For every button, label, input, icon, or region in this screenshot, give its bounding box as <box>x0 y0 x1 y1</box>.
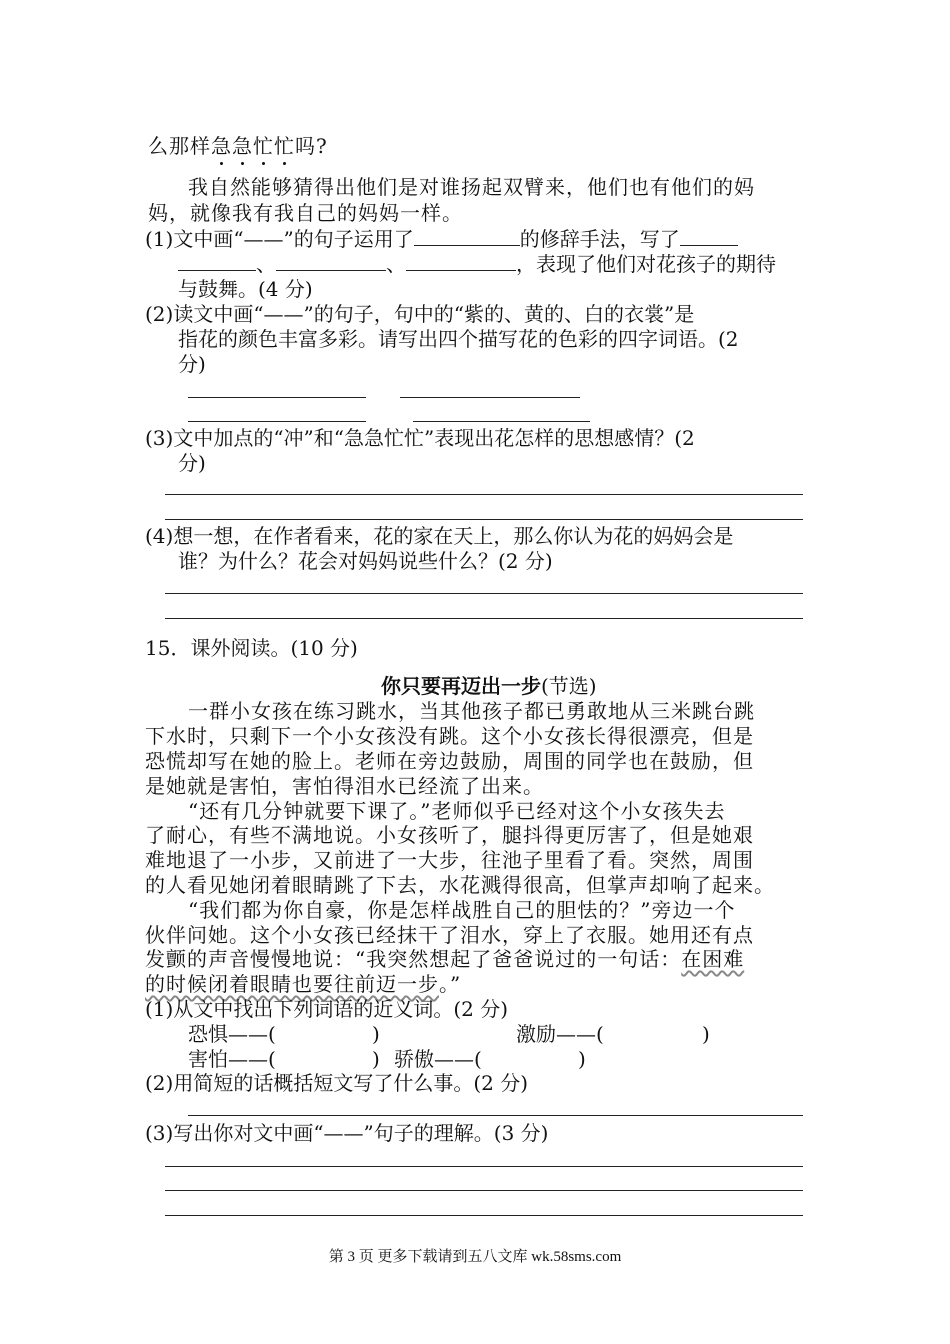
synonym-item-2: 激励——( <box>516 1022 604 1046</box>
synonym-word: 恐惧——( <box>188 1022 276 1046</box>
sq1-line-1: (1)从文中找出下列词语的近义词。(2 分) <box>145 997 509 1021</box>
answer-line[interactable] <box>165 494 803 495</box>
article-line <box>145 971 461 997</box>
answer-blank[interactable] <box>178 252 256 271</box>
wavy-underlined-text: 在困难 <box>681 947 745 971</box>
article-text: 发颤的声音慢慢地说：“我突然想起了爸爸说过的一句话： <box>145 947 682 971</box>
answer-line[interactable] <box>165 593 803 594</box>
q1-line-1 <box>145 226 738 252</box>
passage-text: 么那样 <box>148 134 211 158</box>
synonym-close: ) <box>372 1047 380 1071</box>
answer-line[interactable] <box>188 421 366 422</box>
q1-line-3: 与鼓舞。(4 分) <box>178 277 313 301</box>
q2-line-1: (2)读文中画“——”的句子，句中的“紫的、黄的、白的衣裳”是 <box>145 302 695 326</box>
passage-line-2: 妈，就像我有我自己的妈妈一样。 <box>148 201 463 225</box>
answer-blank[interactable] <box>680 227 738 246</box>
answer-line[interactable] <box>413 421 590 422</box>
q4-line-1: (4)想一想，在作者看来，花的家在天上，那么你认为花的妈妈会是 <box>145 524 734 548</box>
q3-line-2: 分) <box>178 451 206 475</box>
synonym-item-3: 害怕——( <box>188 1047 276 1071</box>
answer-line[interactable] <box>188 397 366 398</box>
answer-blank[interactable] <box>276 252 386 271</box>
synonym-close: ) <box>372 1022 380 1046</box>
section-heading: 15．课外阅读。(10 分) <box>145 636 358 660</box>
answer-blank[interactable] <box>414 227 520 246</box>
passage-line-0 <box>148 133 328 159</box>
q2-line-3: 分) <box>178 352 206 376</box>
dotted-char: 急 <box>232 134 253 158</box>
q3-line-1: (3)文中加点的“冲”和“急急忙忙”表现出花怎样的思想感情？(2 <box>145 426 695 450</box>
synonym-close: ) <box>702 1022 710 1046</box>
article-title <box>381 673 597 699</box>
q1-text: 、 <box>256 252 276 276</box>
article-line: 下水时，只剩下一个小女孩没有跳。这个小女孩长得很漂亮，但是 <box>145 724 754 748</box>
answer-line[interactable] <box>165 1190 803 1191</box>
q1-text: 的修辞手法，写了 <box>519 227 680 251</box>
sq3-line-1: (3)写出你对文中画“——”句子的理解。(3 分) <box>145 1121 549 1145</box>
q1-line-2 <box>178 251 776 277</box>
passage-line-1: 我自然能够猜得出他们是对谁扬起双臂来，他们也有他们的妈 <box>188 175 755 199</box>
synonym-close: ) <box>578 1047 586 1071</box>
q1-text: ，表现了他们对花孩子的期待 <box>516 252 776 276</box>
answer-blank[interactable] <box>406 252 516 271</box>
article-text: 。” <box>439 972 462 996</box>
page-footer: 第 3 页 更多下载请到五八文库 wk.58sms.com <box>328 1249 622 1265</box>
wavy-underlined-text: 的时候闭着眼睛也要往前迈一步 <box>145 972 439 996</box>
answer-line[interactable] <box>165 519 803 520</box>
article-title-note: (节选) <box>541 674 597 698</box>
article-line: “我们都为你自豪，你是怎样战胜自己的胆怯的？”旁边一个 <box>188 898 736 922</box>
synonym-item-1 <box>188 1021 276 1047</box>
answer-line[interactable] <box>188 1115 803 1116</box>
answer-line[interactable] <box>400 397 580 398</box>
answer-line[interactable] <box>165 1166 803 1167</box>
article-line: 是她就是害怕，害怕得泪水已经流了出来。 <box>145 774 544 798</box>
article-line: 难地退了一小步，又前进了一大步，往池子里看了看。突然，周围 <box>145 848 754 872</box>
dotted-char: 急 <box>211 134 232 158</box>
sq2-line-1: (2)用简短的话概括短文写了什么事。(2 分) <box>145 1071 529 1095</box>
dotted-char: 忙 <box>274 134 295 158</box>
dotted-char: 忙 <box>253 134 274 158</box>
passage-text: 吗? <box>295 134 328 158</box>
answer-line[interactable] <box>165 1215 803 1216</box>
article-line: 一群小女孩在练习跳水，当其他孩子都已勇敢地从三米跳台跳 <box>188 699 755 723</box>
article-line: 的人看见她闭着眼睛跳了下去，水花溅得很高，但掌声却响了起来。 <box>145 873 775 897</box>
q4-line-2: 谁？为什么？花会对妈妈说些什么？(2 分) <box>178 549 553 573</box>
article-title-main: 你只要再迈出一步 <box>381 674 541 698</box>
q2-line-2: 指花的颜色丰富多彩。请写出四个描写花的色彩的四字词语。(2 <box>178 327 739 351</box>
q1-text: (1)文中画“——”的句子运用了 <box>145 227 414 251</box>
q1-text: 、 <box>386 252 406 276</box>
article-line: 恐慌却写在她的脸上。老师在旁边鼓励，周围的同学也在鼓励，但 <box>145 749 754 773</box>
article-line: “还有几分钟就要下课了。”老师似乎已经对这个小女孩失去 <box>188 799 726 823</box>
article-line: 了耐心，有些不满地说。小女孩听了，腿抖得更厉害了，但是她艰 <box>145 823 754 847</box>
answer-line[interactable] <box>165 618 803 619</box>
article-line <box>145 946 744 972</box>
synonym-item-4: 骄傲——( <box>394 1047 482 1071</box>
article-line: 伙伴问她。这个小女孩已经抹干了泪水，穿上了衣服。她用还有点 <box>145 923 754 947</box>
